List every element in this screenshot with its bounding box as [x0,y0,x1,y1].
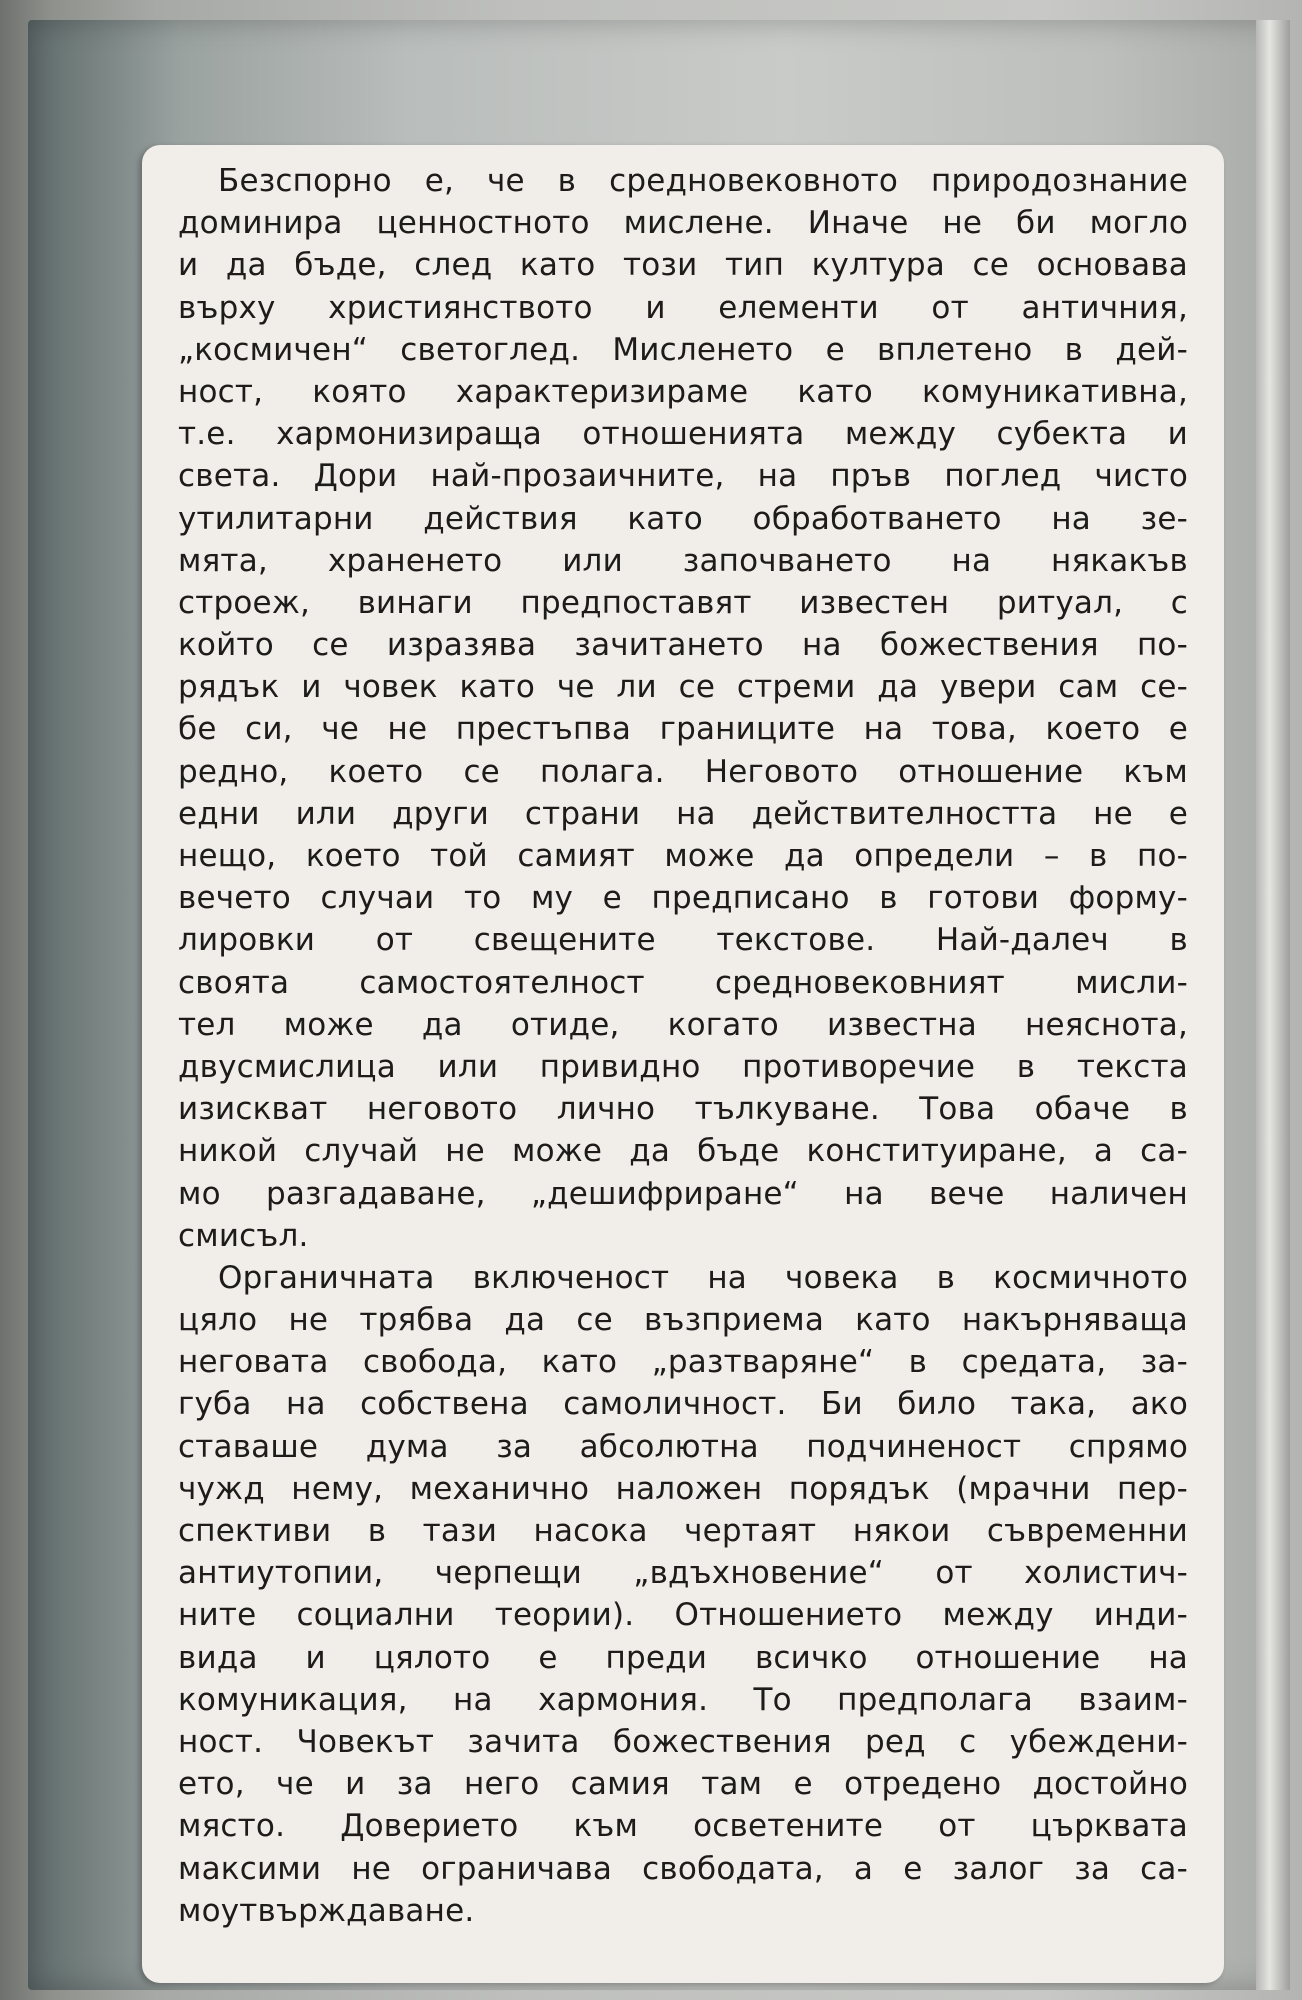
text-line: място. Доверието към осветените от църквата [178,1808,1188,1845]
text-line: спективи в тази насока чертаят някои съвременни [178,1513,1188,1549]
text-line: ставаше дума за абсолютна подчиненост спрямо [178,1428,1188,1465]
text-line: максими не ограничава свободата, а е залог за са- [178,1850,1188,1887]
text-line: Органичната включеност на човека в космичното [218,1259,1188,1296]
text-line: нещо, което той самият може да определи – в по- [178,838,1188,874]
text-line: строеж, винаги предпоставят известен ритуал, с [178,584,1188,621]
text-line: утилитарни действия като обработването на зе- [178,500,1188,537]
text-line: ност, която характеризираме като комуникативна, [178,373,1188,410]
text-line: чужд нему, механично наложен порядък (мрачни пер- [178,1470,1188,1507]
text-line: своята самостоятелност средновековният мисли- [178,964,1188,1001]
text-line: вечето случаи то му е предписано в готови форму- [178,880,1188,917]
text-line: доминира ценностното мислене. Иначе не би могло [178,205,1188,242]
text-body [178,160,1188,1932]
cover-edge [1256,20,1290,1990]
text-line: бе си, че не престъпва границите на това, което е [178,711,1188,748]
text-line: моутвърждаване. [178,1892,475,1929]
text-line: редно, което се полага. Неговото отношение към [178,753,1188,790]
text-line: двусмислица или привидно противоречие в текста [178,1048,1188,1085]
text-line: мо разгадаване, „дешифриране“ на вече наличен [178,1175,1188,1212]
text-line: антиутопии, черпещи „вдъхновение“ от холистич- [178,1555,1188,1592]
text-line: т.е. хармонизираща отношенията между субекта и [178,416,1188,453]
text-line: никой случай не може да бъде конституиране, а са- [178,1133,1188,1170]
text-line: ните социални теории). Отношението между инди- [178,1597,1188,1634]
text-line: смисъл. [178,1217,309,1254]
text-line: мята, храненето или започването на някакъв [178,542,1188,579]
text-line: върху християнството и елементи от античния, [178,289,1188,326]
paragraph-2 [178,1257,1188,1932]
text-line: губа на собствена самоличност. Би било така, ако [178,1386,1188,1423]
text-line: вида и цялото е преди всичко отношение на [178,1639,1188,1676]
text-line: тел може да отиде, когато известна неяснота, [178,1006,1188,1043]
text-line: който се изразява зачитането на божествения по- [178,627,1188,664]
text-line: комуникация, на хармония. То предполага взаим- [178,1681,1188,1718]
text-line: цяло не трябва да се възприема като накърняваща [178,1302,1188,1339]
text-line: неговата свобода, като „разтваряне“ в средата, за- [178,1344,1188,1381]
text-line: лировки от свещените текстове. Най-далеч в [178,922,1188,959]
text-line: Безспорно е, че в средновековното природознание [218,163,1188,199]
text-line: едни или други страни на действителността не е [178,795,1188,832]
text-line: „космичен“ светоглед. Мисленето е вплетено в дей- [178,331,1188,368]
text-line: света. Дори най-прозаичните, на пръв поглед чисто [178,458,1188,495]
text-line: и да бъде, след като този тип култура се основава [178,247,1188,284]
text-line: ето, че и за него самия там е отредено достойно [178,1766,1188,1803]
text-line: ност. Човекът зачита божествения ред с убеждени- [178,1723,1188,1760]
text-line: изискват неговото лично тълкуване. Това обаче в [178,1091,1188,1128]
paragraph-1 [178,160,1188,1257]
text-line: рядък и човек като че ли се стреми да увери сам се- [178,669,1188,706]
